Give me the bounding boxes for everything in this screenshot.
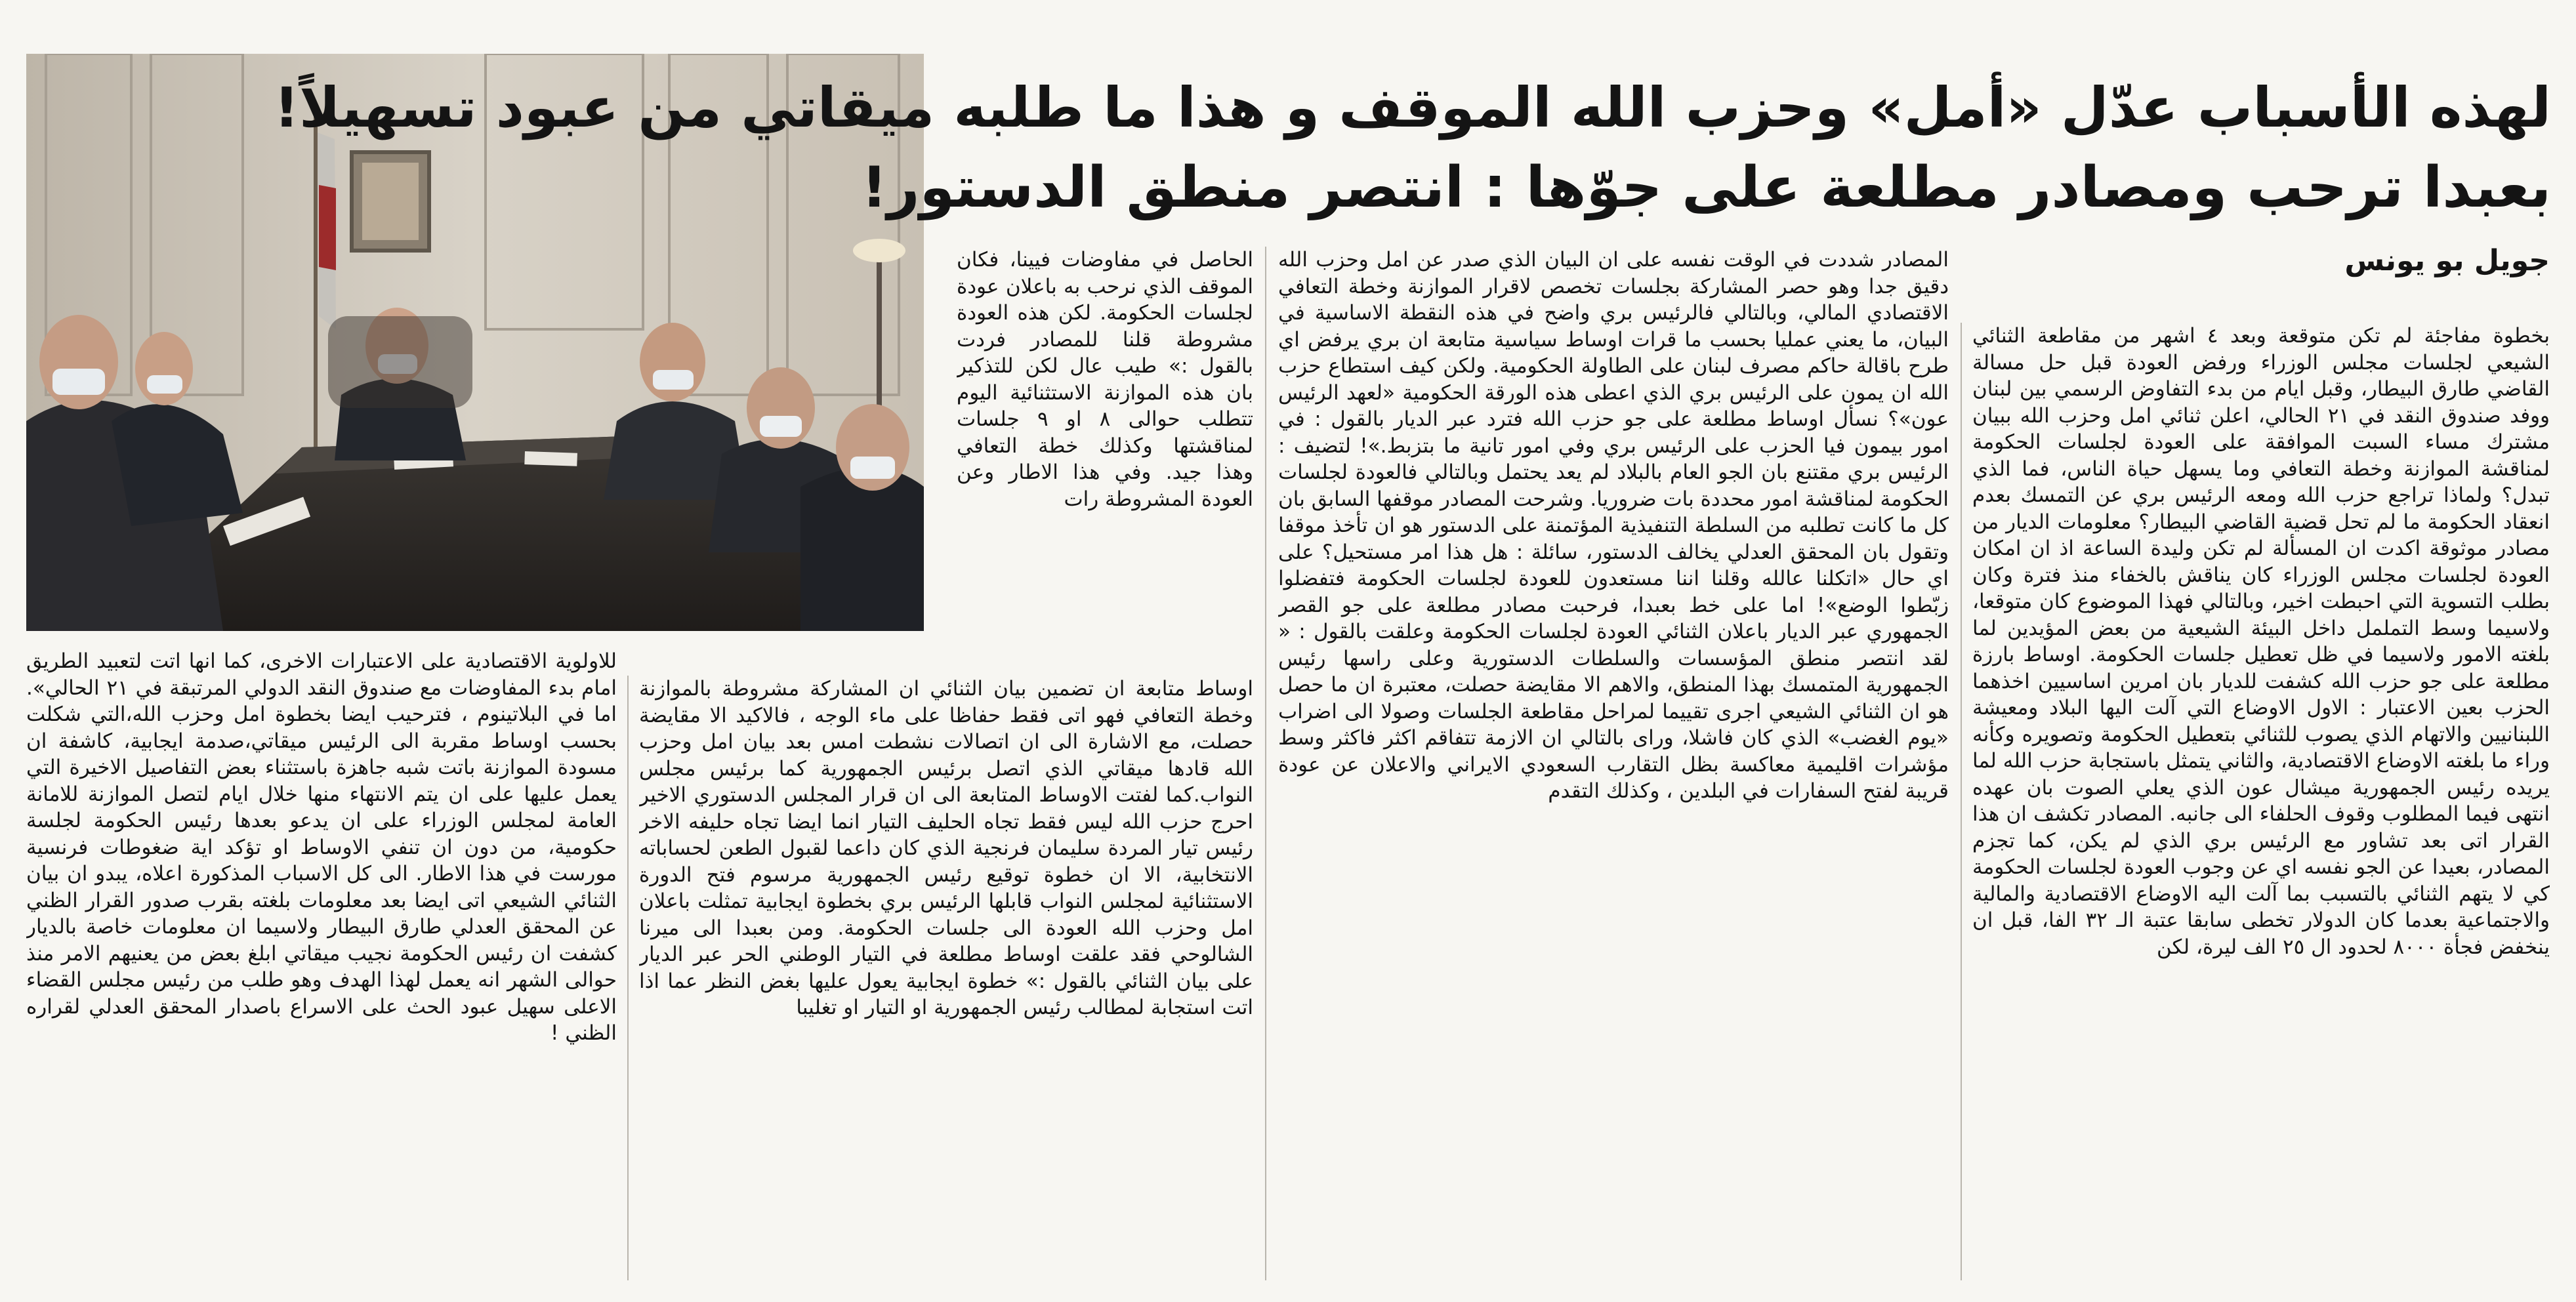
- article-column-3-top: الحاصل في مفاوضات فيينا، فكان الموقف الذي نرحب به باعلان عودة لجلسات الحكومة. لكن هذه العودة مشروطة قلنا للمصادر فردت بالقول :» طيب عال لكن للتذكير بان هذه الموازنة الاستثنائية اليوم تتطلب حوالى ٨ او ٩ جلسات لمناقشتها وكذلك خطة التعافي وهذا جيد. وفي هذا الاطار وعن العودة المشروطة رات: [957, 248, 1253, 511]
- article-column-1: بخطوة مفاجئة لم تكن متوقعة وبعد ٤ اشهر من مقاطعة الثنائي الشيعي لجلسات مجلس الوزراء ورفض العودة قبل حل مسالة القاضي طارق البيطار، وقبل ايام من بدء التفاوض الرسمي بين لبنان ووفد صندوق النقد في ٢١ الحالي، اعلن ثنائي امل وحزب الله ببيان مشترك مساء السبت الموافقة على العودة لجلسات الحكومة لمناقشة الموازنة وخطة التعافي وما يسهل حياة الناس، فما الذي تبدل؟ ولماذا تراجع حزب الله ومعه الرئيس بري عن التمسك بعدم انعقاد الحكومة ما لم تحل قضية القاضي البيطار؟ معلومات الديار من مصادر موثوقة اكدت ان المسألة لم تكن وليدة الساعة اذ ان امكان العودة لجلسات مجلس الوزراء كان يناقش بالخفاء منذ فترة وكان بطلب التسوية التي احبطت اخير، وبالتالي فهذا الموضوع كان متوقعا، ولاسيما وسط التململ داخل البيئة الشيعية من بعض المؤيدين لما بلغته الامور ولاسيما في ظل تعطيل جلسات الحكومة. اوساط بارزة مطلعة على جو حزب الله كشفت للديار بان امرين اساسيين اخذهما الحزب بعين الاعتبار : الاول الاوضاع التي آلت اليها البلاد ومعيشة اللبنانيين والاتهام الذي يصوب للثنائي بتعطيل الحكومة وتصويره وكأنه وراء ما بلغته الاوضاع الاقتصادية، والثاني يتمثل باستجابة حزب الله لما يريده رئيس الجمهورية ميشال عون الذي يعلي الصوت بان عهده انتهى فيما المطلوب وقوف الحلفاء الى جانبه. المصادر تكشف ان هذا القرار اتى بعد تشاور مع الرئيس بري الذي لم يكن، كما تجزم المصادر، بعيدا عن الجو نفسه اي عن وجوب العودة لجلسات الحكومة كي لا يتهم الثنائي بالتسبب بما آلت اليه الاوضاع الاقتصادية والمالية والاجتماعية بعدما كان الدولار تخطى سابقا عتبة الـ ٣٢ الفا، قبل ان ينخفض فجأة ٨٠٠٠ لحدود ال ٢٥ الف ليرة، لكن: [1972, 324, 2550, 959]
- article-column-2: المصادر شددت في الوقت نفسه على ان البيان الذي صدر عن امل وحزب الله دقيق جدا وهو حصر المشاركة بجلسات تخصص لاقرار الموازنة وخطة التعافي الاقتصادي المالي، وبالتالي فالرئيس بري واضح في هذه النقطة الاساسية في البيان، ما يعني عمليا بحسب ما قرات اوساط سياسية متابعة ان بري يرفض اي طرح باقالة حاكم مصرف لبنان على الطاولة الحكومية. ولكن كيف استطاع حزب الله ان يمون على الرئيس بري الذي اعطى هذه الورقة الحكومية «لعهد الرئيس عون»؟ نسأل اوساط مطلعة على جو حزب الله فترد عبر الديار بالقول : في امور بيمون فيا الحزب على الرئيس بري وفي امور تانية ما بتزبط.»! لتضيف : الرئيس بري مقتنع بان الجو العام بالبلاد لم يعد يحتمل وبالتالي فالعودة لجلسات الحكومة لمناقشة امور محددة بات ضروريا. وشرحت المصادر موقفها السابق بان كل ما كانت تطلبه من السلطة التنفيذية المؤتمنة على الدستور هو ان تأخذ موقفا وتقول بان المحقق العدلي يخالف الدستور، سائلة : هل هذا امر مستحيل؟ على اي حال «اتكلنا عالله وقلنا اننا مستعدون للعودة لجلسات الحكومة فتفضلوا زبّطوا الوضع»! اما على خط بعبدا، فرحبت مصادر مطلعة على جو القصر الجمهوري عبر الديار باعلان الثنائي العودة لجلسات الحكومة وعلقت بالقول : « لقد انتصر منطق المؤسسات والسلطات الدستورية وعلى راسها رئيس الجمهورية المتمسك بهذا المنطق، والاهم الا مقايضة حصلت، معتبرة ان ما حصل هو ان الثنائي الشيعي اجرى تقييما لمراحل مقاطعة الجلسات وصولا الى اضراب «يوم الغضب» الذي كان فاشلا، وراى بالتالي ان الازمة تتفاقم اكثر فاكثر وسط مؤشرات اقليمية معاكسة بظل التقارب السعودي الايراني والاعلان عن عودة قريبة لفتح السفارات في البلدين ، وكذلك التقدم: [1278, 248, 1949, 803]
- headline-secondary: بعبدا ترحب ومصادر مطلعة على جوّها : انتصر منطق الدستور!: [861, 155, 2551, 220]
- author-byline: جويل بو يونس: [2344, 244, 2550, 277]
- column-divider: [1265, 247, 1266, 1280]
- headline-main: لهذه الأسباب عدّل «أمل» وحزب الله الموقف و هذا ما طلبه ميقاتي من عبود تسهيلاً!: [274, 75, 2551, 140]
- article-column-3-bottom: اوساط متابعة ان تضمين بيان الثنائي ان المشاركة مشروطة بالموازنة وخطة التعافي فهو اتى فقط حفاظا على ماء الوجه ، فالاكيد الا مقايضة حصلت، مع الاشارة الى ان اتصالات نشطت امس بعد بيان امل وحزب الله قادها ميقاتي الذي اتصل برئيس الجمهورية كما برئيس مجلس النواب.كما لفتت الاوساط المتابعة الى ان قرار المجلس الدستوري الاخير احرج حزب الله ليس فقط تجاه الحليف التيار انما ايضا تجاه حليفه الاخر رئيس تيار المردة سليمان فرنجية الذي كان داعما لقبول الطعن لحساباته الانتخابية، الا ان خطوة توقيع رئيس الجمهورية مرسوم فتح الدورة الاستثنائية لمجلس النواب قابلها الرئيس بري بخطوة ايجابية تمثلت باعلان امل وحزب الله العودة الى جلسات الحكومة. ومن بعبدا الى ميرنا الشالوحي فقد علقت اوساط مطلعة في التيار الوطني الحر عبر الديار على بيان الثنائي بالقول :» خطوة ايجابية يعول عليها بغض النظر عما اذا اتت استجابة لمطالب رئيس الجمهورية او التيار او تغليبا: [639, 677, 1253, 1019]
- column-divider: [627, 676, 629, 1280]
- article-column-4: للاولوية الاقتصادية على الاعتبارات الاخرى، كما انها اتت لتعبيد الطريق امام بدء المفاوضات مع صندوق النقد الدولي المرتبقة في ٢١ الحالي». اما في البلاتينوم ، فترحيب ايضا بخطوة امل وحزب الله،التي شكلت بحسب اوساط مقربة الى الرئيس ميقاتي،صدمة ايجابية، كاشفة ان مسودة الموازنة باتت شبه جاهزة باستثناء بعض التفاصيل الاخيرة التي يعمل عليها على ان يتم الانتهاء منها خلال ايام لتصل الموازنة للامانة العامة لمجلس الوزراء على ان يدعو بعدها رئيس الحكومة لجلسة حكومية، من دون ان تنفي الاوساط او تؤكد اية ضغوطات فرنسية مورست في هذا الاطار. الى كل الاسباب المذكورة اعلاه، يبدو ان بيان الثنائي الشيعي اتى ايضا بعد معلومات بلغته بقرب صدور القرار الظني عن المحقق العدلي طارق البيطار ولاسيما ان معلومات خاصة بالديار كشفت ان رئيس الحكومة نجيب ميقاتي ابلغ بعض من يعنيهم الامر منذ حوالى الشهر انه يعمل لهذا الهدف وهو طلب من رئيس مجلس القضاء الاعلى سهيل عبود الحث على الاسراع باصدار المحقق العدلي لقراره الظني !: [26, 649, 617, 1045]
- column-divider: [1961, 323, 1962, 1280]
